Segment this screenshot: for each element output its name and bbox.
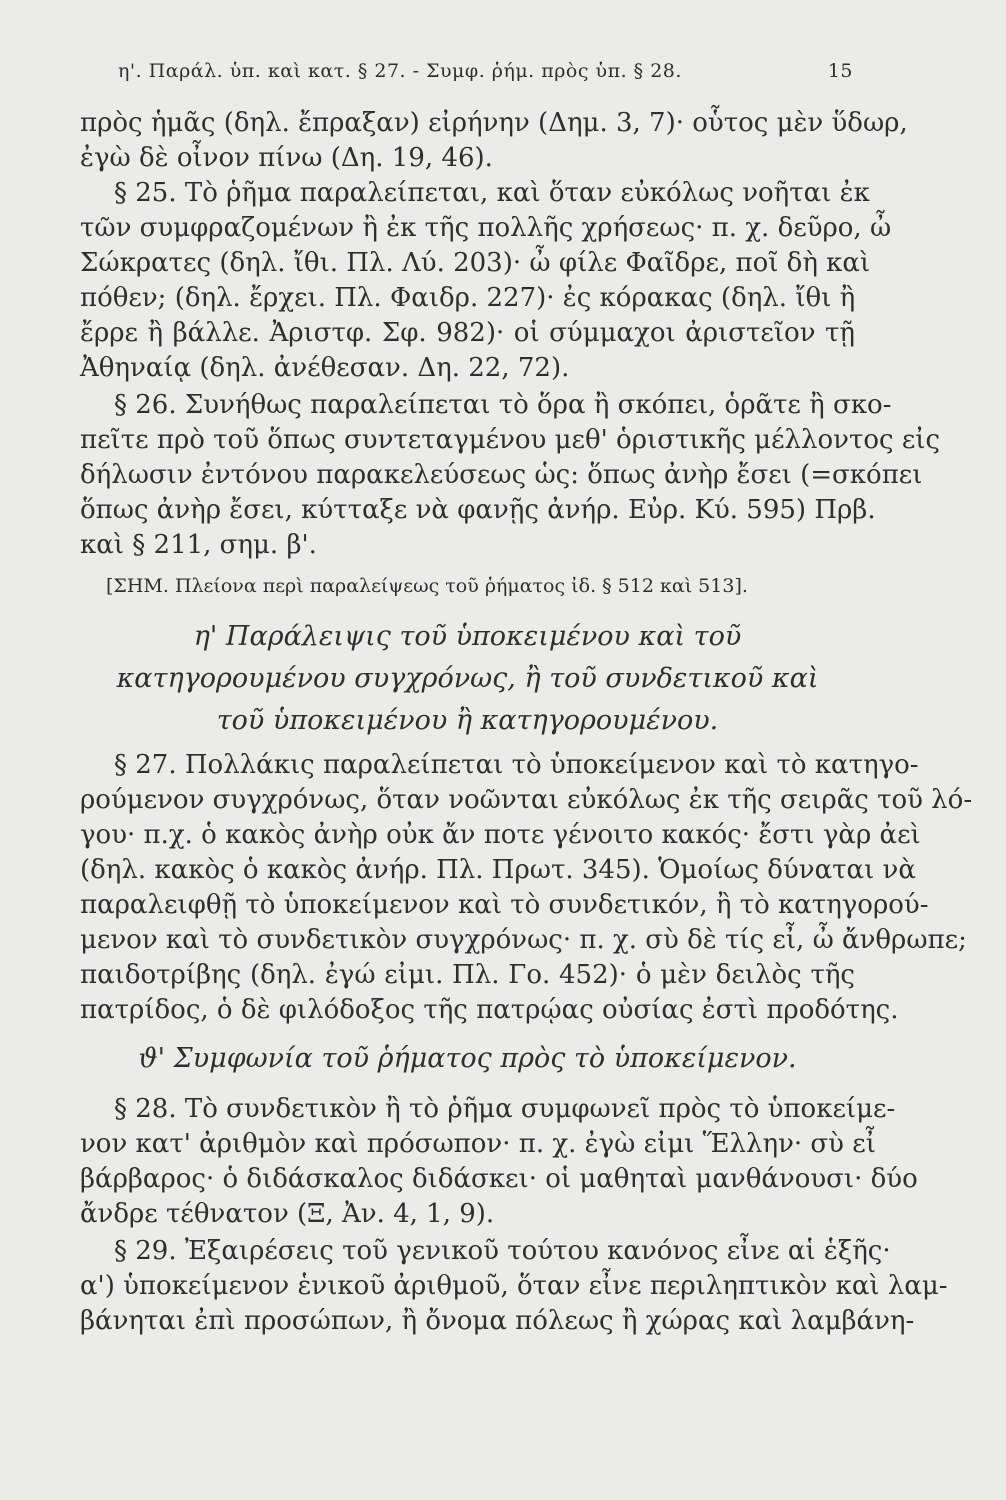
text-line: βάνηται ἐπὶ προσώπων, ἢ ὄνομα πόλεως ἢ χώρας καὶ λαμβάνη- [80,1306,915,1336]
text-line: § 29. Ἐξαιρέσεις τοῦ γενικοῦ τούτου κανόνος εἶνε αἱ ἑξῆς· [114,1236,891,1266]
text-line: ἄνδρε τέθνατον (Ξ, Ἀν. 4, 1, 9). [80,1199,495,1229]
paragraph-25 [80,176,892,386]
text-line: καὶ § 211, σημ. β'. [80,530,317,560]
text-line: νον κατ' ἀριθμὸν καὶ πρόσωπον· π. χ. ἐγὼ εἰμι Ἕλλην· σὺ εἶ [80,1129,876,1159]
text-line: πατρίδος, ὁ δὲ φιλόδοξος τῆς πατρῴας οὐσίας ἐστὶ προδότης. [80,995,899,1025]
text-line: τῶν συμφραζομένων ἢ ἐκ τῆς πολλῆς χρήσεως· π. χ. δεῦρο, ὦ [80,213,892,243]
page-number: 15 [827,60,853,82]
paragraph-29 [80,1234,948,1339]
text-line: πόθεν; (δηλ. ἔρχει. Πλ. Φαιδρ. 227)· ἐς κόρακας (δηλ. ἴθι ἢ [80,283,856,313]
text-line: δήλωσιν ἐντόνου παρακελεύσεως ὡς: ὅπως ἀνὴρ ἔσει (=σκόπει [80,460,923,490]
text-line: § 28. Τὸ συνδετικὸν ἢ τὸ ῥῆμα συμφωνεῖ πρὸς τὸ ὑποκείμε- [114,1094,896,1124]
heading-line: κατηγορουμένου συγχρόνως, ἢ τοῦ συνδετικοῦ καὶ [116,663,819,694]
text-line: παραλειφθῇ τὸ ὑποκείμενον καὶ τὸ συνδετικόν, ἢ τὸ κατηγορού- [80,890,929,920]
heading-line: τοῦ ὑποκειμένου ἢ κατηγορουμένου. [216,705,719,736]
text-line: ρούμενον συγχρόνως, ὅταν νοῶνται εὐκόλως ἐκ τῆς σειρᾶς τοῦ λό- [80,785,973,815]
page-header [118,60,853,90]
text-line: α') ὑποκείμενον ἑνικοῦ ἀριθμοῦ, ὅταν εἶνε περιληπτικὸν καὶ λαμ- [80,1271,948,1301]
text-line: § 27. Πολλάκις παραλείπεται τὸ ὑποκείμενον καὶ τὸ κατηγο- [114,750,919,780]
paragraph-28 [80,1092,918,1232]
text-line: μενον καὶ τὸ συνδετικὸν συγχρόνως· π. χ. σὺ δὲ τίς εἶ, ὦ ἄνθρωπε; [80,925,967,955]
text-line: πρὸς ἡμᾶς (δηλ. ἔπραξαν) εἰρήνην (Δημ. 3, 7)· οὗτος μὲν ὕδωρ, [80,108,908,138]
paragraph-26 [80,388,941,563]
running-title: η'. Παράλ. ὑπ. καὶ κατ. § 27. - Συμφ. ῥήμ. πρὸς ὑπ. § 28. [118,60,682,82]
page-body [80,106,973,1339]
section-heading-theta: ϑ' Συμφωνία τοῦ ῥήματος πρὸς τὸ ὑποκείμενον. [138,1043,797,1074]
text-line: Σώκρατες (δηλ. ἴθι. Πλ. Λύ. 203)· ὦ φίλε Φαῖδρε, ποῖ δὴ καὶ [80,248,871,278]
text-line: βάρβαρος· ὁ διδάσκαλος διδάσκει· οἱ μαθηταὶ μανθάνουσι· δύο [80,1164,918,1194]
text-line: Ἀθηναίᾳ (δηλ. ἀνέθεσαν. Δη. 22, 72). [80,353,570,383]
section-heading-eta [80,616,855,742]
text-line: § 25. Τὸ ῥῆμα παραλείπεται, καὶ ὅταν εὐκόλως νοῆται ἐκ [114,178,870,208]
text-line: πεῖτε πρὸ τοῦ ὅπως συντεταγμένου μεθ' ὁριστικῆς μέλλοντος εἰς [80,425,941,455]
text-line: § 26. Συνήθως παραλείπεται τὸ ὅρα ἢ σκόπει, ὁρᾶτε ἢ σκο- [114,390,892,420]
text-line: ἐγὼ δὲ οἶνον πίνω (Δη. 19, 46). [80,143,493,173]
text-line: γου· π.χ. ὁ κακὸς ἀνὴρ οὐκ ἄν ποτε γένοιτο κακός· ἔστι γὰρ ἀεὶ [80,820,921,850]
text-line: ἔρρε ἢ βάλλε. Ἀριστφ. Σφ. 982)· οἱ σύμμαχοι ἀριστεῖον τῇ [80,318,855,348]
text-line: (δηλ. κακὸς ὁ κακὸς ἀνήρ. Πλ. Πρωτ. 345). Ὁμοίως δύναται νὰ [80,855,916,885]
text-line: παιδοτρίβης (δηλ. ἐγώ εἰμι. Πλ. Γο. 452)· ὁ μὲν δειλὸς τῆς [80,960,855,990]
paragraph-24-continuation [80,106,908,176]
text-line: ὅπως ἀνὴρ ἔσει, κύτταξε νὰ φανῇς ἀνήρ. Εὐρ. Κύ. 595) Πρβ. [80,495,876,525]
paragraph-27 [80,748,973,1028]
footnote-remark: [ΣΗΜ. Πλείονα περὶ παραλείψεως τοῦ ῥήματος ἰδ. § 512 καὶ 513]. [106,575,748,597]
heading-line: η' Παράλειψις τοῦ ὑποκειμένου καὶ τοῦ [193,621,742,652]
